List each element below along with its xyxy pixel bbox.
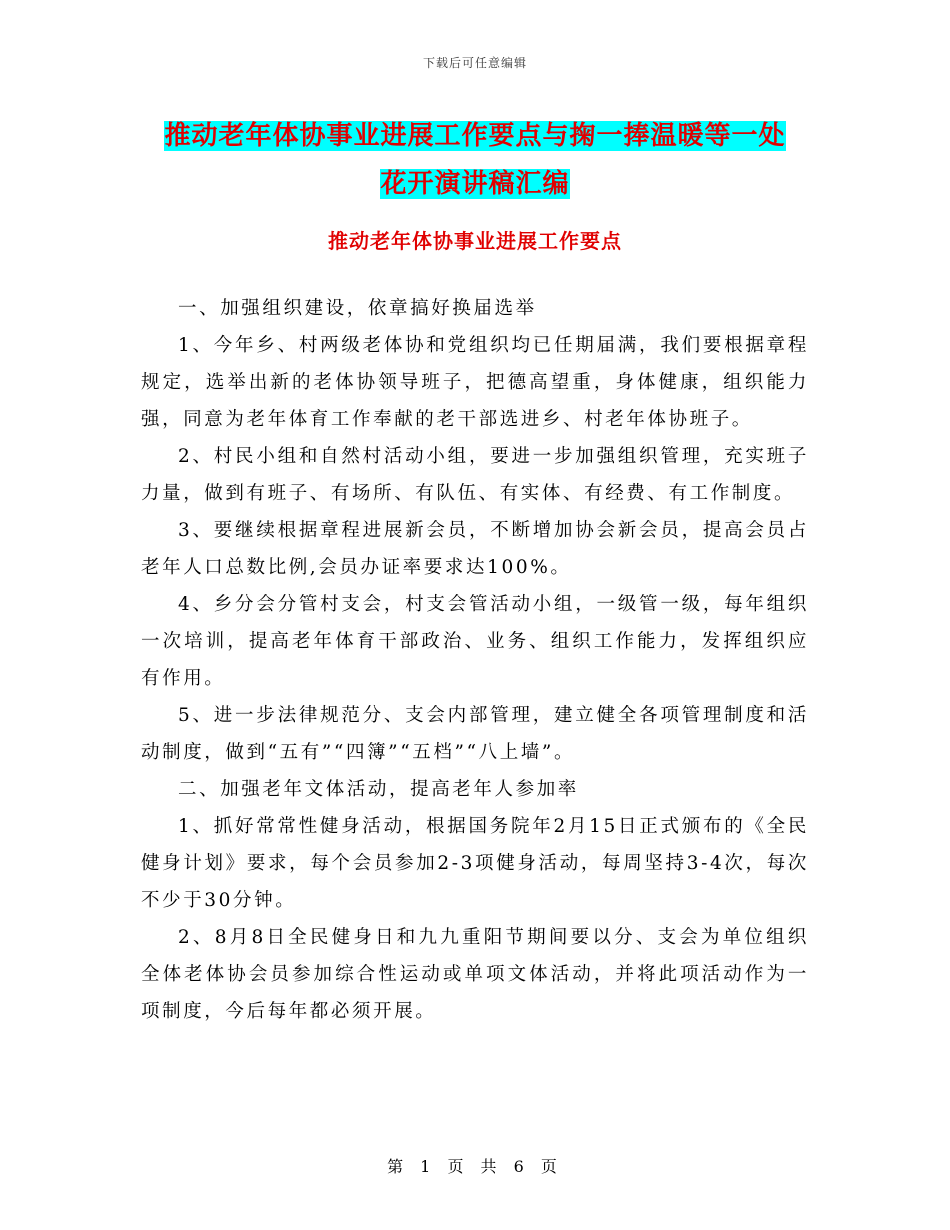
paragraph-item-3: 3、要继续根据章程进展新会员，不断增加协会新会员，提高会员占老年人口总数比例,会员办证率要求达100%。 bbox=[141, 520, 809, 578]
paragraph-activity-2: 2、8月8日全民健身日和九九重阳节期间要以分、支会为单位组织全体老体协会员参加综合性运动或单项文体活动，并将此项活动作为一项制度，今后每年都必须开展。 bbox=[141, 927, 809, 1022]
paragraph-activity-1: 1、抓好常常性健身活动，根据国务院年2月15日正式颁布的《全民健身计划》要求，每个会员参加2-3项健身活动，每周坚持3-4次，每次不少于30分钟。 bbox=[141, 816, 809, 911]
page-number: 第 1 页 共 6 页 bbox=[387, 1157, 563, 1176]
paragraph-item-5: 5、进一步法律规范分、支会内部管理，建立健全各项管理制度和活动制度，做到“五有”“四簿”“五档”“八上墙”。 bbox=[141, 705, 809, 763]
paragraph-item-4: 4、乡分会分管村支会，村支会管活动小组，一级管一级，每年组织一次培训，提高老年体育干部政治、业务、组织工作能力，发挥组织应有作用。 bbox=[141, 594, 809, 689]
paragraph-item-1: 1、今年乡、村两级老体协和党组织均已任期届满，我们要根据章程规定，选举出新的老体协领导班子，把德高望重，身体健康，组织能力强，同意为老年体育工作奉献的老干部选进乡、村老年体协班子。 bbox=[141, 335, 809, 430]
heading-activities: 二、加强老年文体活动，提高老年人参加率 bbox=[178, 779, 579, 800]
document-title bbox=[140, 112, 810, 208]
paragraph-item-2: 2、村民小组和自然村活动小组，要进一步加强组织管理，充实班子力量，做到有班子、有场所、有队伍、有实体、有经费、有工作制度。 bbox=[141, 446, 809, 504]
document-title-line-2: 花开演讲稿汇编 bbox=[380, 169, 570, 199]
document-body bbox=[141, 290, 809, 1030]
section-title: 推动老年体协事业进展工作要点 bbox=[328, 229, 622, 253]
document-title-line-1: 推动老年体协事业进展工作要点与掬一捧温暖等一处 bbox=[164, 121, 786, 151]
heading-organization: 一、加强组织建设，依章搞好换届选举 bbox=[178, 298, 537, 319]
page-header: 下载后可任意编辑 bbox=[422, 56, 527, 70]
